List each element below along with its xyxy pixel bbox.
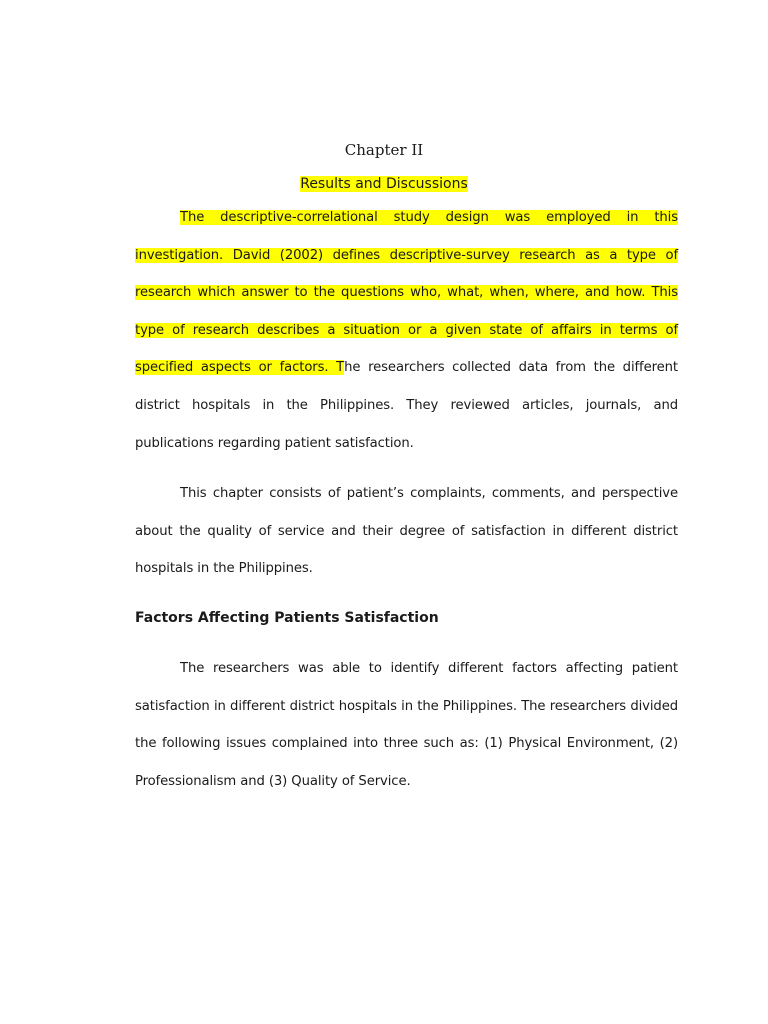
- paragraph-intro-continuation: he researchers collected data from the different district hospitals in the Philippines. They reviewed articles, journals, and publications regarding patient satisfaction.: [135, 360, 678, 451]
- paragraph-chapter-summary: This chapter consists of patient’s complaints, comments, and perspective about the quality of service and their degree of satisfaction in different district hospitals in the Philippines.: [135, 486, 678, 577]
- highlighted-text: The descriptive-correlational study design was employed in this investigation. David (2002) defines descriptive-survey research as a type of research which answer to the questions who, what, when, where, and how. This type of research describes a situation or a given state of affairs in terms of specified aspects or factors. T: [135, 210, 678, 376]
- paragraph-factors: The researchers was able to identify different factors affecting patient satisfaction in different district hospitals in the Philippines. The researchers divided the following issues complained into three such as: (1) Physical Environment, (2) Professionalism and (3) Quality of Service.: [135, 661, 678, 789]
- section-title: Results and Discussions: [300, 176, 468, 192]
- section-title-container: [0, 174, 768, 194]
- chapter-title: Chapter II: [344, 141, 424, 159]
- subheading-factors: Factors Affecting Patients Satisfaction: [135, 610, 439, 626]
- paragraph-intro: [135, 199, 678, 462]
